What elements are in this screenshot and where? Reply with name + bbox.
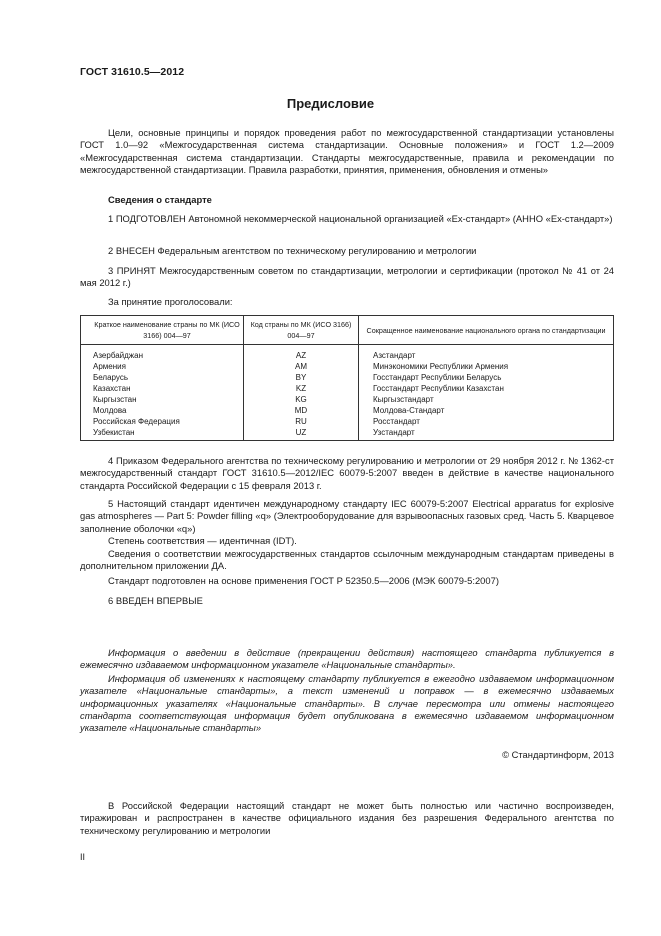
- cell-country: Молдова: [81, 405, 244, 416]
- item-5-basis: Стандарт подготовлен на основе применения ГОСТ Р 52350.5—2006 (МЭК 60079-5:2007): [108, 575, 499, 586]
- item-1-paragraph: 1 ПОДГОТОВЛЕН Автономной некоммерческой национальной организацией «Ех-стандарт» (АННО «Ех-стандарт»): [108, 213, 613, 224]
- cell-country: Кыргызстан: [81, 394, 244, 405]
- table-header-row: [81, 316, 614, 345]
- cell-code: KG: [244, 394, 359, 405]
- cell-country: Узбекистан: [81, 427, 244, 441]
- cell-code: AZ: [244, 345, 359, 362]
- table-row: [81, 394, 614, 405]
- table-row: [81, 383, 614, 394]
- rights-paragraph: В Российской Федерации настоящий стандарт не может быть полностью или частично воспроизведен, тиражирован и распространен в качестве официального издания без разрешения Федерального агентства по техническому регулированию и метрологии: [80, 800, 614, 836]
- page-title: Предисловие: [286, 96, 375, 111]
- item-3-paragraph: 3 ПРИНЯТ Межгосударственным советом по стандартизации, метрологии и сертификации (протокол № 41 от 24 мая 2012 г.): [80, 265, 614, 289]
- notice-paragraph-1: Информация о введении в действие (прекращении действия) настоящего стандарта публикуется в ежемесячно издаваемом информационном указателе «Национальные стандарты».: [80, 647, 614, 671]
- cell-body: Узстандарт: [359, 427, 614, 441]
- cell-code: MD: [244, 405, 359, 416]
- cell-body: Росстандарт: [359, 416, 614, 427]
- cell-country: Беларусь: [81, 372, 244, 383]
- table-row: [81, 345, 614, 362]
- copyright-line: © Стандартинформ, 2013: [502, 749, 614, 760]
- info-heading: Сведения о стандарте: [108, 194, 212, 205]
- cell-country: Армения: [81, 361, 244, 372]
- page-number: II: [80, 852, 86, 862]
- item-2-paragraph: 2 ВНЕСЕН Федеральным агентством по техническому регулированию и метрологии: [108, 245, 477, 256]
- cell-body: Кыргызстандарт: [359, 394, 614, 405]
- column-header-code: Код страны по МК (ИСО 3166) 004—97: [244, 316, 359, 345]
- table-row: [81, 361, 614, 372]
- item-5-degree: Степень соответствия — идентичная (IDT).: [108, 535, 297, 546]
- cell-body: Госстандарт Республики Казахстан: [359, 383, 614, 394]
- cell-code: UZ: [244, 427, 359, 441]
- table-row: [81, 372, 614, 383]
- standard-id-header: ГОСТ 31610.5—2012: [80, 66, 185, 78]
- cell-code: AM: [244, 361, 359, 372]
- cell-body: Госстандарт Республики Беларусь: [359, 372, 614, 383]
- item-6-paragraph: 6 ВВЕДЕН ВПЕРВЫЕ: [108, 595, 203, 606]
- column-header-body: Сокращенное наименование национального органа по стандартизации: [359, 316, 614, 345]
- table-row: [81, 427, 614, 441]
- cell-code: RU: [244, 416, 359, 427]
- table-row: [81, 405, 614, 416]
- cell-code: KZ: [244, 383, 359, 394]
- column-header-country: Краткое наименование страны по МК (ИСО 3166) 004—97: [81, 316, 244, 345]
- votes-table: [80, 315, 614, 441]
- cell-body: Молдова-Стандарт: [359, 405, 614, 416]
- cell-country: Азербайджан: [81, 345, 244, 362]
- item-5-references: Сведения о соответствии межгосударственных стандартов ссылочным международным стандартам приведены в дополнительном приложении ДА.: [80, 548, 614, 572]
- notice-paragraph-2: Информация об изменениях к настоящему стандарту публикуется в ежегодно издаваемом информационном указателе «Национальные стандарты», а текст изменений и поправок — в ежемесячно издаваемых информационных указателях «Национальные стандарты». В случае пересмотра или отмены настоящего стандарта соответствующая информация будет опубликована в ежемесячно издаваемом информационном указателе «Национальные стандарты»: [80, 673, 614, 734]
- item-5-paragraph: 5 Настоящий стандарт идентичен международному стандарту IEC 60079-5:2007 Electrical apparatus for explosive gas atmospheres — Part 5: Powder filling «q» (Электрооборудование для взрывоопасных газовых сред. Часть 5. Кварцевое заполнение оболочки «q»): [80, 498, 614, 534]
- item-4-paragraph: 4 Приказом Федерального агентства по техническому регулированию и метрологии от 29 ноября 2012 г. № 1362-ст межгосударственный стандарт ГОСТ 31610.5—2012/IEC 60079-5:2007 введен в действие в качестве национального стандарта Российской Федерации с 15 февраля 2013 г.: [80, 455, 614, 491]
- cell-country: Казахстан: [81, 383, 244, 394]
- cell-country: Российская Федерация: [81, 416, 244, 427]
- cell-code: BY: [244, 372, 359, 383]
- intro-paragraph: Цели, основные принципы и порядок проведения работ по межгосударственной стандартизации установлены ГОСТ 1.0—92 «Межгосударственная система стандартизации. Основные положения» и ГОСТ 1.2—2009 «Межгосударственная система стандартизации. Стандарты межгосударственные, правила и рекомендации по межгосударственной стандартизации. Правила разработки, принятия, применения, обновления и отмены»: [80, 127, 614, 175]
- votes-intro: За принятие проголосовали:: [108, 296, 233, 307]
- table-row: [81, 416, 614, 427]
- cell-body: Азстандарт: [359, 345, 614, 362]
- cell-body: Минэкономики Республики Армения: [359, 361, 614, 372]
